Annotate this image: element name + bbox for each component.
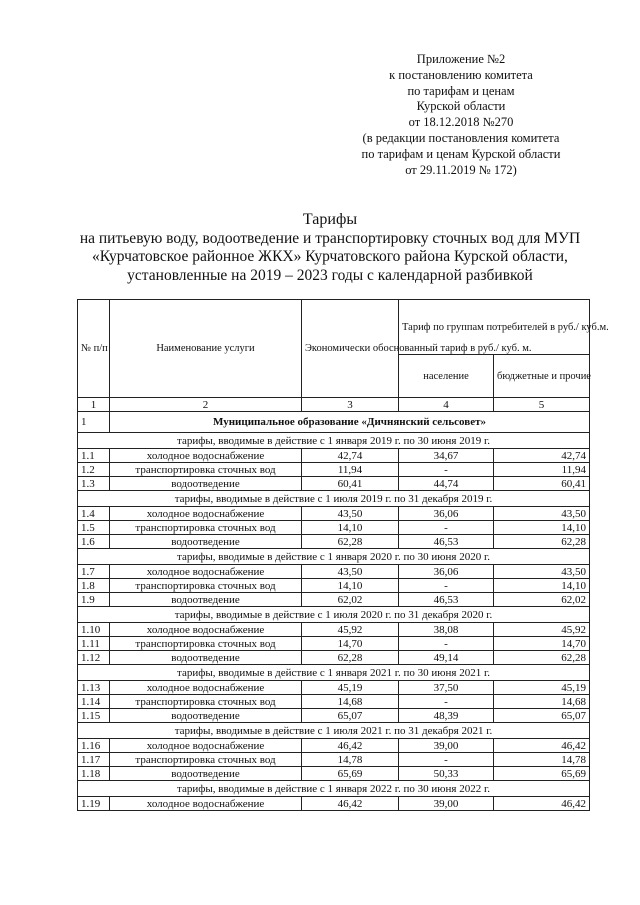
economic-tariff: 46,42: [302, 739, 399, 753]
population-tariff: 37,50: [399, 681, 494, 695]
budget-tariff: 65,07: [494, 709, 590, 723]
economic-tariff: 45,92: [302, 623, 399, 637]
population-tariff: 36,06: [399, 565, 494, 579]
economic-tariff: 42,74: [302, 449, 399, 463]
service-name: водоотведение: [110, 477, 302, 491]
service-name: холодное водоснабжение: [110, 623, 302, 637]
period-label: тарифы, вводимые в действие с 1 июля 2021 г. по 31 декабря 2021 г.: [78, 723, 590, 739]
economic-tariff: 43,50: [302, 565, 399, 579]
service-name: транспортировка сточных вод: [110, 521, 302, 535]
service-name: холодное водоснабжение: [110, 449, 302, 463]
economic-tariff: 65,69: [302, 767, 399, 781]
service-name: транспортировка сточных вод: [110, 753, 302, 767]
table-row: [78, 709, 590, 723]
table-row: [78, 477, 590, 491]
budget-tariff: 46,42: [494, 797, 590, 811]
row-number: 1.1: [78, 449, 110, 463]
budget-tariff: 43,50: [494, 507, 590, 521]
row-number: 1.11: [78, 637, 110, 651]
table-row: [78, 681, 590, 695]
economic-tariff: 14,10: [302, 521, 399, 535]
service-name: холодное водоснабжение: [110, 681, 302, 695]
service-name: транспортировка сточных вод: [110, 637, 302, 651]
table-row: [78, 767, 590, 781]
budget-tariff: 14,70: [494, 637, 590, 651]
table-row: [78, 753, 590, 767]
table-row: [78, 695, 590, 709]
table-row: [78, 521, 590, 535]
column-number: 1: [78, 398, 110, 412]
service-name: холодное водоснабжение: [110, 507, 302, 521]
economic-tariff: 45,19: [302, 681, 399, 695]
header-num: № п/п: [78, 300, 110, 398]
budget-tariff: 14,10: [494, 579, 590, 593]
population-tariff: -: [399, 637, 494, 651]
column-number-row: [78, 398, 590, 412]
row-number: 1.12: [78, 651, 110, 665]
budget-tariff: 62,02: [494, 593, 590, 607]
table-row: [78, 651, 590, 665]
appendix-line: от 29.11.2019 № 172): [405, 162, 517, 177]
population-tariff: 49,14: [399, 651, 494, 665]
economic-tariff: 43,50: [302, 507, 399, 521]
economic-tariff: 62,02: [302, 593, 399, 607]
service-name: водоотведение: [110, 651, 302, 665]
budget-tariff: 60,41: [494, 477, 590, 491]
period-row: [78, 433, 590, 449]
row-number: 1.16: [78, 739, 110, 753]
economic-tariff: 62,28: [302, 651, 399, 665]
budget-tariff: 14,68: [494, 695, 590, 709]
population-tariff: -: [399, 463, 494, 477]
row-number: 1.8: [78, 579, 110, 593]
budget-tariff: 45,19: [494, 681, 590, 695]
column-number: 5: [494, 398, 590, 412]
budget-tariff: 43,50: [494, 565, 590, 579]
period-row: [78, 607, 590, 623]
period-row: [78, 549, 590, 565]
column-number: 2: [110, 398, 302, 412]
budget-tariff: 42,74: [494, 449, 590, 463]
row-number: 1.5: [78, 521, 110, 535]
period-label: тарифы, вводимые в действие с 1 июля 2020 г. по 31 декабря 2020 г.: [78, 607, 590, 623]
service-name: транспортировка сточных вод: [110, 463, 302, 477]
appendix-reference: [330, 52, 592, 178]
table-row: [78, 593, 590, 607]
appendix-line: по тарифам и ценам: [407, 83, 515, 98]
population-tariff: -: [399, 695, 494, 709]
document-title: [40, 211, 620, 285]
population-tariff: 48,39: [399, 709, 494, 723]
economic-tariff: 14,70: [302, 637, 399, 651]
municipality-num: 1: [78, 412, 110, 433]
population-tariff: 46,53: [399, 593, 494, 607]
budget-tariff: 11,94: [494, 463, 590, 477]
table-row: [78, 579, 590, 593]
municipality-name: Муниципальное образование «Дичнянский сельсовет»: [110, 412, 590, 433]
budget-tariff: 14,10: [494, 521, 590, 535]
population-tariff: -: [399, 579, 494, 593]
table-row: [78, 797, 590, 811]
service-name: холодное водоснабжение: [110, 797, 302, 811]
table-body: [78, 398, 590, 811]
economic-tariff: 60,41: [302, 477, 399, 491]
period-row: [78, 781, 590, 797]
period-label: тарифы, вводимые в действие с 1 января 2021 г. по 30 июня 2021 г.: [78, 665, 590, 681]
row-number: 1.13: [78, 681, 110, 695]
economic-tariff: 14,10: [302, 579, 399, 593]
header-service: Наименование услуги: [110, 300, 302, 398]
appendix-line: Курской области: [416, 99, 506, 114]
budget-tariff: 62,28: [494, 651, 590, 665]
title-line: на питьевую воду, водоотведение и транспортировку сточных вод для МУП: [79, 229, 581, 247]
economic-tariff: 62,28: [302, 535, 399, 549]
population-tariff: 36,06: [399, 507, 494, 521]
table-row: [78, 637, 590, 651]
service-name: транспортировка сточных вод: [110, 579, 302, 593]
row-number: 1.3: [78, 477, 110, 491]
appendix-line: по тарифам и ценам Курской области: [361, 146, 561, 161]
period-label: тарифы, вводимые в действие с 1 января 2020 г. по 30 июня 2020 г.: [78, 549, 590, 565]
title-line: «Курчатовское районное ЖКХ» Курчатовского района Курской области,: [92, 248, 568, 265]
service-name: транспортировка сточных вод: [110, 695, 302, 709]
period-row: [78, 491, 590, 507]
table-row: [78, 449, 590, 463]
column-number: 4: [399, 398, 494, 412]
budget-tariff: 45,92: [494, 623, 590, 637]
budget-tariff: 14,78: [494, 753, 590, 767]
row-number: 1.17: [78, 753, 110, 767]
row-number: 1.6: [78, 535, 110, 549]
row-number: 1.4: [78, 507, 110, 521]
period-label: тарифы, вводимые в действие с 1 января 2019 г. по 30 июня 2019 г.: [78, 433, 590, 449]
header-budget: бюджетные и прочие: [494, 355, 590, 398]
service-name: водоотведение: [110, 709, 302, 723]
economic-tariff: 14,68: [302, 695, 399, 709]
appendix-line: (в редакции постановления комитета: [362, 130, 560, 145]
row-number: 1.15: [78, 709, 110, 723]
service-name: водоотведение: [110, 593, 302, 607]
population-tariff: 50,33: [399, 767, 494, 781]
appendix-line: Приложение №2: [416, 52, 506, 66]
population-tariff: 39,00: [399, 739, 494, 753]
row-number: 1.9: [78, 593, 110, 607]
economic-tariff: 46,42: [302, 797, 399, 811]
population-tariff: 46,53: [399, 535, 494, 549]
service-name: холодное водоснабжение: [110, 739, 302, 753]
service-name: водоотведение: [110, 767, 302, 781]
table-row: [78, 463, 590, 477]
budget-tariff: 65,69: [494, 767, 590, 781]
economic-tariff: 14,78: [302, 753, 399, 767]
population-tariff: 39,00: [399, 797, 494, 811]
row-number: 1.10: [78, 623, 110, 637]
period-row: [78, 665, 590, 681]
row-number: 1.2: [78, 463, 110, 477]
appendix-line: от 18.12.2018 №270: [408, 115, 514, 130]
tariff-table: [77, 299, 609, 811]
table-row: [78, 535, 590, 549]
population-tariff: -: [399, 753, 494, 767]
service-name: холодное водоснабжение: [110, 565, 302, 579]
table-row: [78, 739, 590, 753]
table-row: [78, 507, 590, 521]
population-tariff: 38,08: [399, 623, 494, 637]
header-group-tariff: Тариф по группам потребителей в руб./ куб.м.: [399, 300, 590, 355]
title-main: Тарифы: [302, 211, 358, 228]
population-tariff: 44,74: [399, 477, 494, 491]
row-number: 1.19: [78, 797, 110, 811]
row-number: 1.14: [78, 695, 110, 709]
budget-tariff: 62,28: [494, 535, 590, 549]
appendix-line: к постановлению комитета: [389, 67, 533, 82]
row-number: 1.7: [78, 565, 110, 579]
budget-tariff: 46,42: [494, 739, 590, 753]
table-row: [78, 623, 590, 637]
column-number: 3: [302, 398, 399, 412]
title-line: установленные на 2019 – 2023 годы с календарной разбивкой: [127, 266, 533, 284]
population-tariff: -: [399, 521, 494, 535]
header-economic-tariff: Экономически обоснованный тариф в руб./ куб. м.: [302, 300, 399, 398]
period-row: [78, 723, 590, 739]
header-population: население: [399, 355, 494, 398]
population-tariff: 34,67: [399, 449, 494, 463]
economic-tariff: 65,07: [302, 709, 399, 723]
service-name: водоотведение: [110, 535, 302, 549]
period-label: тарифы, вводимые в действие с 1 января 2022 г. по 30 июня 2022 г.: [78, 781, 590, 797]
table-row: [78, 565, 590, 579]
municipality-row: [78, 412, 590, 433]
period-label: тарифы, вводимые в действие с 1 июля 2019 г. по 31 декабря 2019 г.: [78, 491, 590, 507]
row-number: 1.18: [78, 767, 110, 781]
economic-tariff: 11,94: [302, 463, 399, 477]
